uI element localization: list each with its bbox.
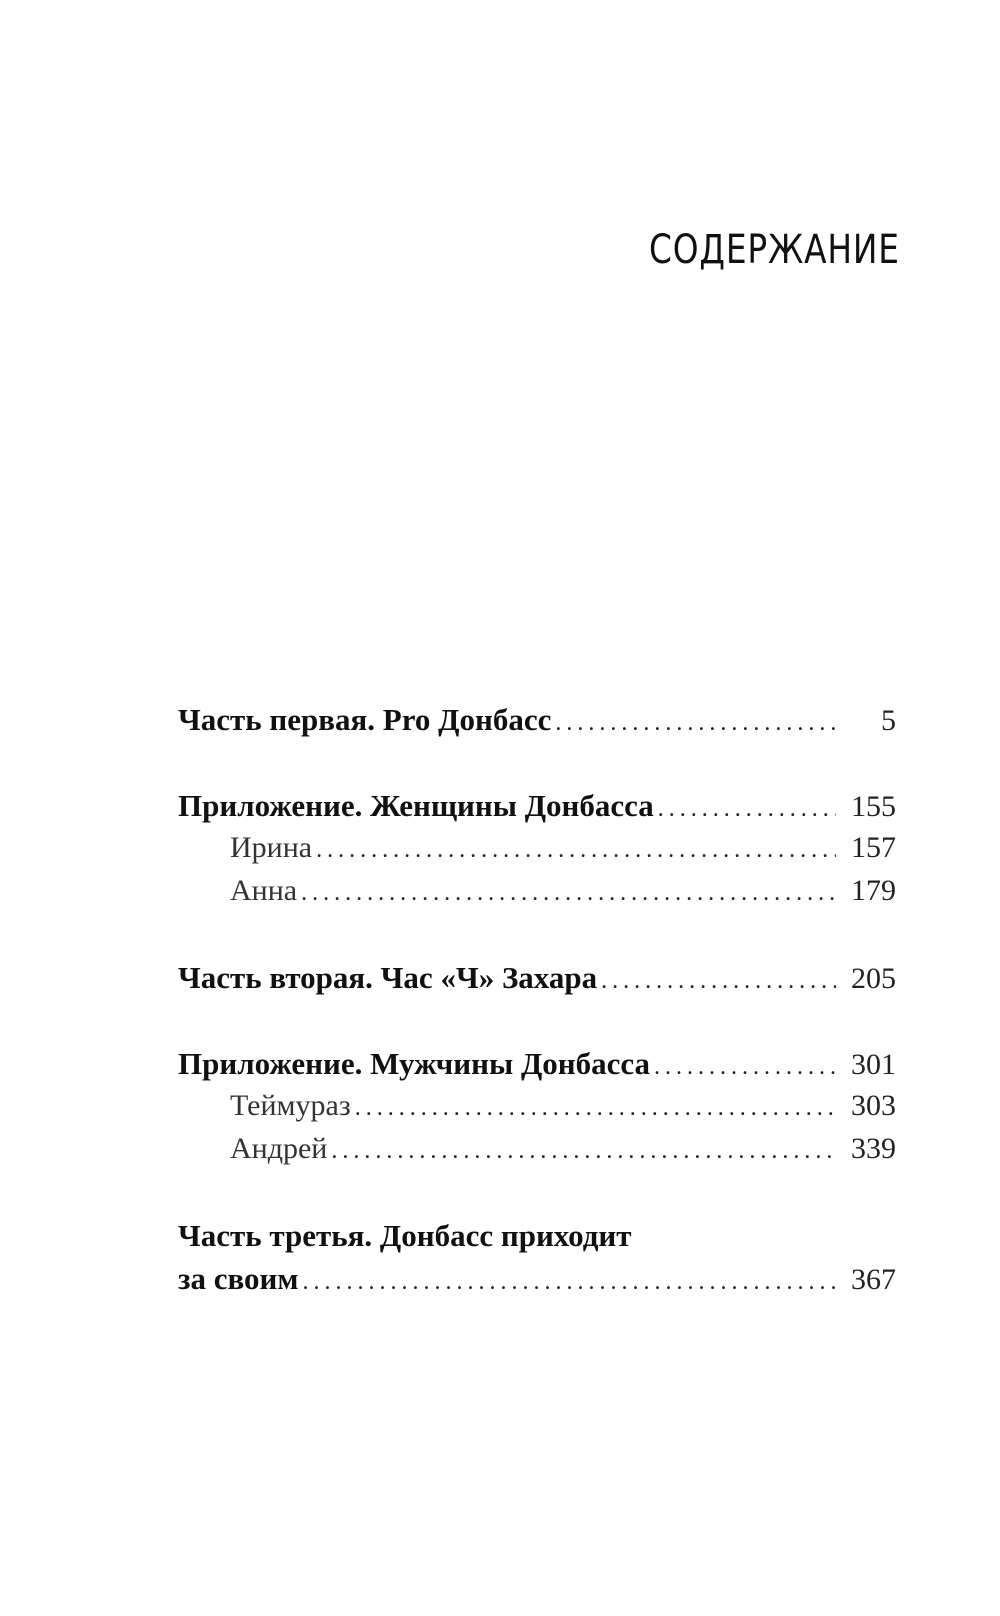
toc-dot-leader	[316, 837, 836, 864]
toc-dot-leader	[331, 1138, 836, 1165]
toc-entry-part-two[interactable]	[178, 960, 896, 1003]
toc-dot-leader	[601, 968, 836, 995]
toc-entry-label: Часть первая. Pro Донбасс	[178, 702, 552, 737]
toc-dot-leader	[654, 1054, 836, 1081]
toc-entry-label: Теймураз	[230, 1089, 351, 1122]
toc-entry-label: Ирина	[230, 831, 313, 864]
toc-entry-part-three-line2[interactable]	[178, 1261, 896, 1304]
toc-subentry-anna[interactable]	[178, 874, 896, 917]
toc-dot-leader	[555, 710, 836, 737]
toc-dot-leader	[355, 1095, 836, 1122]
table-of-contents	[178, 702, 896, 1304]
toc-entry-label: Приложение. Мужчины Донбасса	[178, 1046, 651, 1081]
toc-page-number: 157	[851, 831, 896, 864]
toc-page-number: 179	[851, 874, 896, 907]
toc-subentry-andrei[interactable]	[178, 1132, 896, 1175]
toc-page-number: 5	[881, 704, 896, 737]
toc-entry-label: Часть вторая. Час «Ч» Захара	[178, 960, 598, 995]
page-title: СОДЕРЖАНИЕ	[649, 227, 900, 273]
toc-dot-leader	[302, 1269, 836, 1296]
toc-entry-label: за своим	[178, 1261, 299, 1296]
toc-entry-part-three-line1[interactable]	[178, 1218, 896, 1261]
toc-page-number: 339	[851, 1132, 896, 1165]
toc-entry-label: Анна	[230, 874, 298, 907]
toc-dot-leader	[658, 796, 836, 823]
toc-page-number: 303	[851, 1089, 896, 1122]
toc-dot-leader	[301, 880, 836, 907]
toc-page-number: 155	[851, 790, 896, 823]
toc-entry-appendix-women[interactable]	[178, 788, 896, 831]
toc-page-number: 301	[851, 1048, 896, 1081]
toc-page-number: 367	[851, 1263, 896, 1296]
toc-subentry-teimuraz[interactable]	[178, 1089, 896, 1132]
toc-entry-part-one[interactable]	[178, 702, 896, 745]
toc-page-number: 205	[851, 962, 896, 995]
toc-entry-appendix-men[interactable]	[178, 1046, 896, 1089]
toc-subentry-irina[interactable]	[178, 831, 896, 874]
toc-entry-label: Приложение. Женщины Донбасса	[178, 788, 654, 823]
toc-entry-label: Часть третья. Донбасс приходит	[178, 1218, 632, 1253]
toc-entry-label: Андрей	[230, 1132, 328, 1165]
